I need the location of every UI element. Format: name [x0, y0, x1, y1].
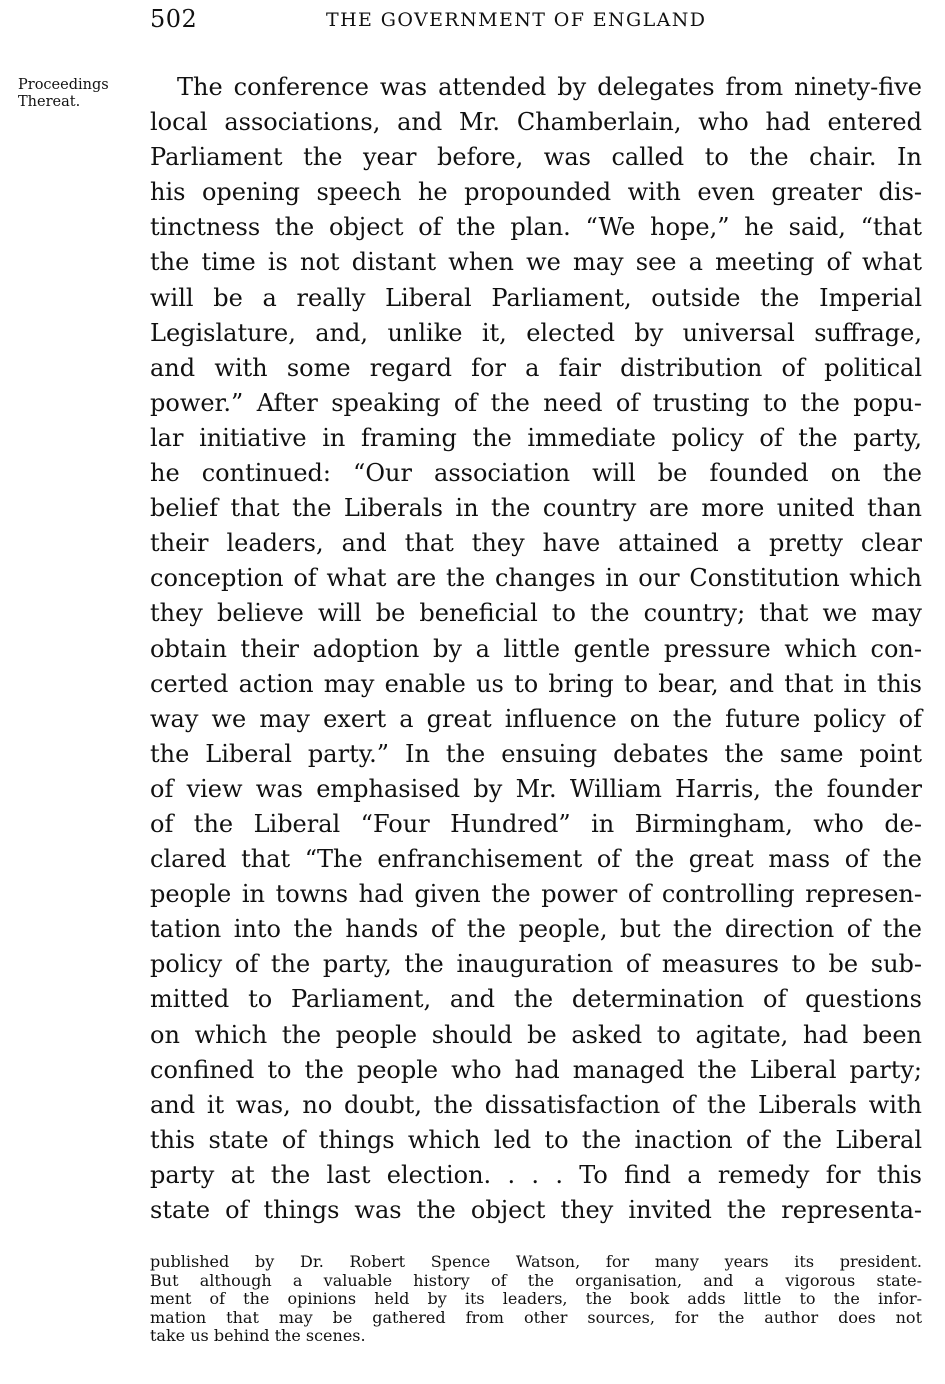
footnote-line: But although a valuable history of the organisation, and a vigorous state- — [150, 1270, 922, 1290]
body-line: lar initiative in framing the immediate policy of the party, — [150, 423, 922, 452]
body-line: power.” After speaking of the need of trusting to the popu- — [150, 388, 922, 417]
body-line: The conference was attended by delegates from ninety-five — [177, 73, 922, 101]
body-line: obtain their adoption by a little gentle pressure which con- — [150, 634, 922, 663]
body-line: on which the people should be asked to agitate, had been — [150, 1020, 922, 1049]
body-line: confined to the people who had managed the Liberal party; — [150, 1055, 922, 1084]
body-line: and it was, no doubt, the dissatisfaction of the Liberals with — [150, 1090, 922, 1119]
body-line: mitted to Parliament, and the determination of questions — [150, 985, 922, 1014]
body-line: clared that “The enfranchisement of the great mass of the — [150, 845, 922, 874]
body-line: tinctness the object of the plan. “We hope,” he said, “that — [150, 213, 922, 242]
body-line: state of things was the object they invited the representa- — [150, 1196, 922, 1224]
body-line: and with some regard for a fair distribution of political — [150, 353, 922, 382]
body-line: of view was emphasised by Mr. William Harris, the founder — [150, 774, 922, 803]
body-line: the Liberal party.” In the ensuing debates the same point — [150, 739, 922, 768]
body-line: Legislature, and, unlike it, elected by universal suffrage, — [150, 318, 922, 347]
footnote-line: mation that may be gathered from other sources, for the author does not — [150, 1307, 922, 1327]
body-line: will be a really Liberal Parliament, outside the Imperial — [150, 283, 922, 312]
sidenote-line: Thereat. — [18, 94, 81, 110]
body-line: tation into the hands of the people, but the direction of the — [150, 915, 922, 944]
page-number: 502 — [150, 5, 198, 33]
body-line: the time is not distant when we may see a meeting of what — [150, 248, 922, 277]
body-line: their leaders, and that they have attained a pretty clear — [150, 529, 922, 558]
body-line: way we may exert a great influence on the future policy of — [150, 704, 922, 733]
body-line: this state of things which led to the inaction of the Liberal — [150, 1125, 922, 1154]
body-line: they believe will be beneficial to the country; that we may — [150, 599, 922, 628]
body-line: conception of what are the changes in our Constitution which — [150, 564, 922, 593]
sidenote-line: Proceedings — [18, 77, 109, 93]
body-line: of the Liberal “Four Hundred” in Birmingham, who de- — [150, 809, 922, 838]
footnote-line: ment of the opinions held by its leaders, the book adds little to the infor- — [150, 1289, 922, 1308]
footnote-line: published by Dr. Robert Spence Watson, for many years its president. — [150, 1252, 922, 1271]
body-line: he continued: “Our association will be founded on the — [150, 459, 922, 488]
running-title: THE GOVERNMENT OF ENGLAND — [326, 9, 707, 31]
footnote-line: take us behind the scenes. — [150, 1326, 366, 1345]
body-line: local associations, and Mr. Chamberlain, who had entered — [150, 108, 922, 137]
margin-sidenote — [18, 77, 143, 111]
body-line: people in towns had given the power of controlling represen- — [150, 880, 922, 909]
footnote — [150, 1253, 922, 1346]
body-line: policy of the party, the inauguration of measures to be sub- — [150, 950, 922, 979]
body-line: his opening speech he propounded with even greater dis- — [150, 178, 922, 207]
body-line: belief that the Liberals in the country are more united than — [150, 494, 922, 523]
body-line: party at the last election. . . . To find a remedy for this — [150, 1160, 922, 1189]
body-line: certed action may enable us to bring to bear, and that in this — [150, 669, 922, 698]
body-line: Parliament the year before, was called to the chair. In — [150, 143, 922, 172]
body-paragraph — [150, 70, 922, 1228]
